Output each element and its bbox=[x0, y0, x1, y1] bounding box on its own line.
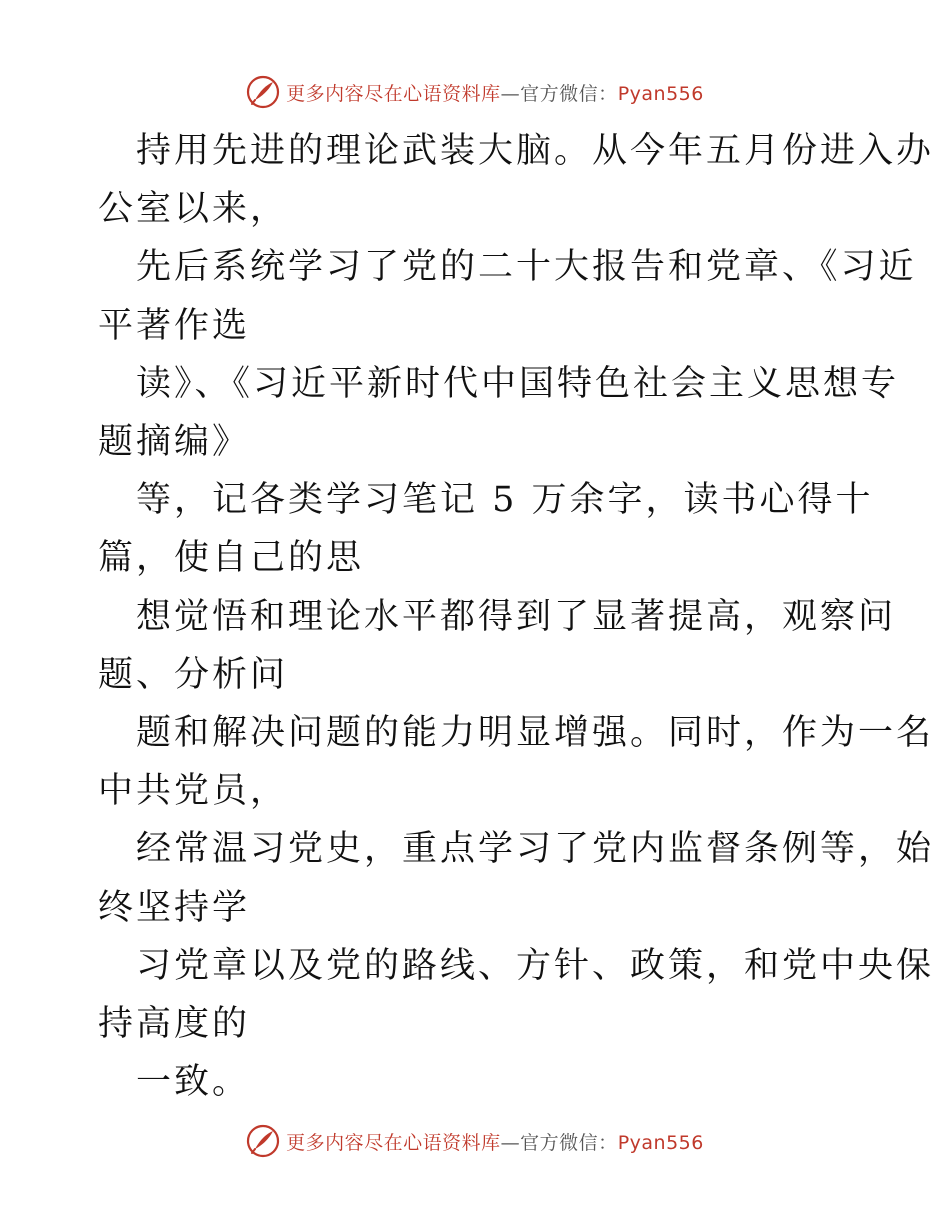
text-line: 经常温习党史，重点学习了党内监督条例等，始 bbox=[136, 829, 935, 870]
text-line: 先后系统学习了党的二十大报告和党章、《习近 bbox=[136, 247, 917, 288]
text-line: 题、分析问 bbox=[98, 654, 289, 695]
text-line: 一致。 bbox=[136, 1062, 251, 1103]
text-line: 想觉悟和理论水平都得到了显著提高，观察问 bbox=[136, 596, 897, 637]
footer-banner bbox=[0, 1121, 950, 1161]
quill-pen-logo-icon bbox=[246, 1124, 280, 1158]
text-line: 习党章以及党的路线、方针、政策，和党中央保 bbox=[136, 945, 935, 986]
text-line: 题和解决问题的能力明显增强。同时，作为一名 bbox=[136, 713, 935, 754]
text-line: 平著作选 bbox=[98, 305, 251, 346]
footer-wechat-account: Pyan556 bbox=[617, 1131, 704, 1154]
header-wechat-label: 官方微信： bbox=[520, 82, 618, 105]
header-site-name: 更多内容尽在心语资料库 bbox=[286, 82, 501, 105]
text-line: 公室以来， bbox=[98, 189, 289, 230]
header-dash: — bbox=[500, 82, 521, 105]
text-line: 等，记各类学习笔记 5 万余字，读书心得十 bbox=[136, 480, 874, 521]
text-line: 读》、《习近平新时代中国特色社会主义思想专 bbox=[136, 363, 900, 404]
footer-wechat-label: 官方微信： bbox=[520, 1131, 618, 1154]
header-text bbox=[286, 79, 704, 106]
document-body bbox=[98, 122, 935, 1111]
footer-site-name: 更多内容尽在心语资料库 bbox=[286, 1131, 501, 1154]
text-line: 持用先进的理论武装大脑。从今年五月份进入办 bbox=[136, 131, 935, 171]
header-wechat-account: Pyan556 bbox=[617, 82, 704, 105]
text-line: 篇，使自己的思 bbox=[98, 538, 365, 579]
text-line: 终坚持学 bbox=[98, 887, 251, 928]
text-line: 持高度的 bbox=[98, 1004, 251, 1045]
footer-dash: — bbox=[500, 1131, 521, 1154]
header-banner bbox=[0, 72, 950, 112]
footer-text bbox=[286, 1128, 704, 1155]
quill-pen-logo-icon bbox=[246, 75, 280, 109]
text-line: 中共党员， bbox=[98, 771, 289, 812]
text-line: 题摘编》 bbox=[98, 422, 251, 463]
